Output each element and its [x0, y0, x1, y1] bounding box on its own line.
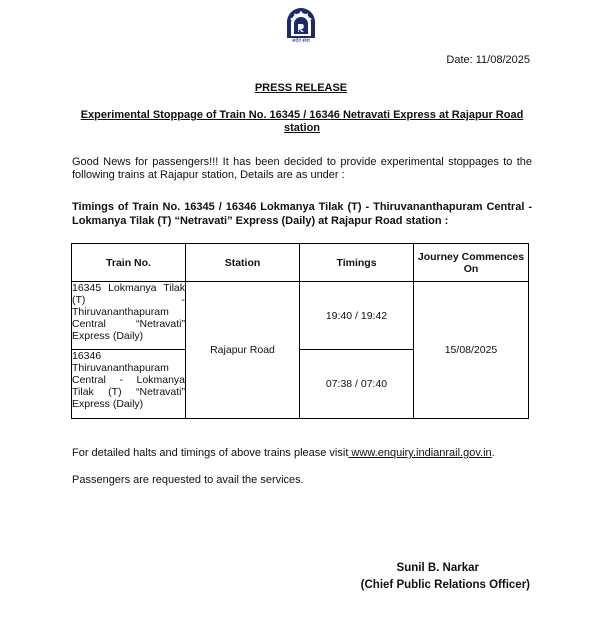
column-header-timings: Timings: [300, 244, 414, 282]
detail-text: For detailed halts and timings of above trains please visit: [72, 447, 349, 459]
train-cell: 16345 Lokmanya Tilak (T) - Thiruvananthapuram Central “Netravati” Express (Daily): [72, 282, 186, 350]
signatory-name: Sunil B. Narkar: [396, 562, 479, 574]
intro-paragraph: Good News for passengers!!! It has been decided to provide experimental stoppages to the following trains at Rajapur station, Details are as under :: [72, 156, 532, 181]
timings-cell: 19:40 / 19:42: [300, 282, 414, 350]
train-timings-table: [71, 243, 529, 419]
press-release-subject: Experimental Stoppage of Train No. 16345 / 16346 Netravati Express at Rajapur Road station: [80, 109, 524, 134]
detail-suffix: .: [491, 447, 495, 459]
avail-paragraph: Passengers are requested to avail the services.: [72, 474, 304, 486]
column-header-station: Station: [186, 244, 300, 282]
timings-cell: 07:38 / 07:40: [300, 350, 414, 419]
station-cell: Rajapur Road: [186, 282, 300, 419]
enquiry-website-link[interactable]: www.enquiry.indianrail.gov.in: [348, 447, 492, 459]
press-release-heading: PRESS RELEASE: [254, 82, 348, 94]
signatory-title: (Chief Public Relations Officer): [360, 579, 530, 591]
timings-heading: Timings of Train No. 16345 / 16346 Lokmanya Tilak (T) - Thiruvananthapuram Central - Lokmanya Tilak (T) “Netravati” Express (Daily) at Rajapur Road station :: [72, 201, 532, 227]
table-row: [72, 282, 529, 350]
column-header-journey-commences-on: Journey Commences On: [414, 244, 529, 282]
train-cell: 16346 Thiruvananthapuram Central - Lokmanya Tilak (T) “Netravati” Express (Daily): [72, 350, 186, 419]
detail-paragraph: [72, 447, 495, 460]
press-release-date: Date: 11/08/2025: [446, 54, 530, 66]
column-header-train-no: Train No.: [72, 244, 186, 282]
table-header-row: [72, 244, 529, 282]
logo-caption: सदैव सेवा: [292, 38, 310, 44]
commences-on-cell: 15/08/2025: [414, 282, 529, 419]
